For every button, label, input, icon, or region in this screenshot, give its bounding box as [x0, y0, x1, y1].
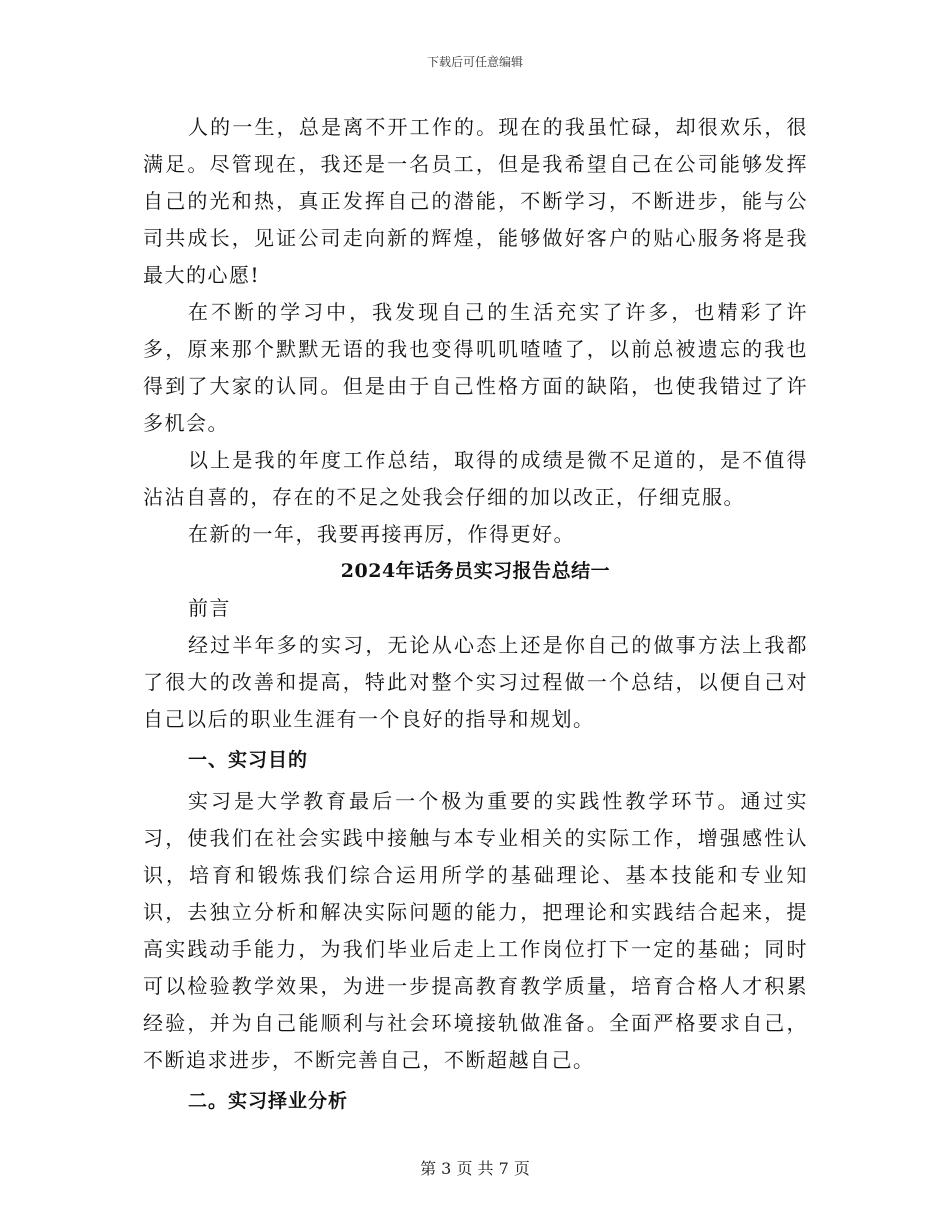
page-header-note: 下载后可任意编辑: [426, 55, 523, 69]
paragraph-6: 实习是大学教育最后一个极为重要的实践性教学环节。通过实习，使我们在社会实践中接触与本专业相关的实际工作，增强感性认识，培育和锻炼我们综合运用所学的基础理论、基本技能和专业知识，去独立分析和解决实际问题的能力，把理论和实践结合起来，提高实践动手能力，为我们毕业后走上工作岗位打下一定的基础；同时可以检验教学效果，为进一步提高教育教学质量，培育合格人才积累经验，并为自己能顺利与社会环境接轨做准备。全面严格要求自己，不断追求进步，不断完善自己，不断超越自己。: [143, 789, 808, 1072]
paragraph-1: 人的一生，总是离不开工作的。现在的我虽忙碌，却很欢乐，很满足。尽管现在，我还是一名员工，但是我希望自己在公司能够发挥自己的光和热，真正发挥自己的潜能，不断学习，不断进步，能与公司共成长，见证公司走向新的辉煌，能够做好客户的贴心服务将是我最大的心愿!: [143, 115, 808, 287]
paragraph-4: 在新的一年，我要再接再厉，作得更好。: [188, 522, 575, 546]
section-heading-2: 二。实习择业分析: [188, 1090, 349, 1112]
paragraph-3: 以上是我的年度工作总结，取得的成绩是微不足道的，是不值得沾沾自喜的，存在的不足之处我会仔细的加以改正，仔细克服。: [143, 448, 808, 509]
preface-label: 前言: [188, 596, 231, 620]
paragraph-2: 在不断的学习中，我发现自己的生活充实了许多，也精彩了许多，原来那个默默无语的我也变得叽叽喳喳了，以前总被遗忘的我也得到了大家的认同。但是由于自己性格方面的缺陷，也使我错过了许多机会。: [143, 300, 808, 435]
section-heading-1: 一、实习目的: [188, 749, 309, 771]
report-title: 2024年话务员实习报告总结一: [340, 560, 611, 582]
page-number: 第 3 页 共 7 页: [420, 1159, 530, 1178]
document-body: [143, 109, 808, 1120]
paragraph-5: 经过半年多的实习，无论从心态上还是你自己的做事方法上我都了很大的改善和提高，特此对整个实习过程做一个总结，以便自己对自己以后的职业生涯有一个良好的指导和规划。: [143, 633, 808, 731]
